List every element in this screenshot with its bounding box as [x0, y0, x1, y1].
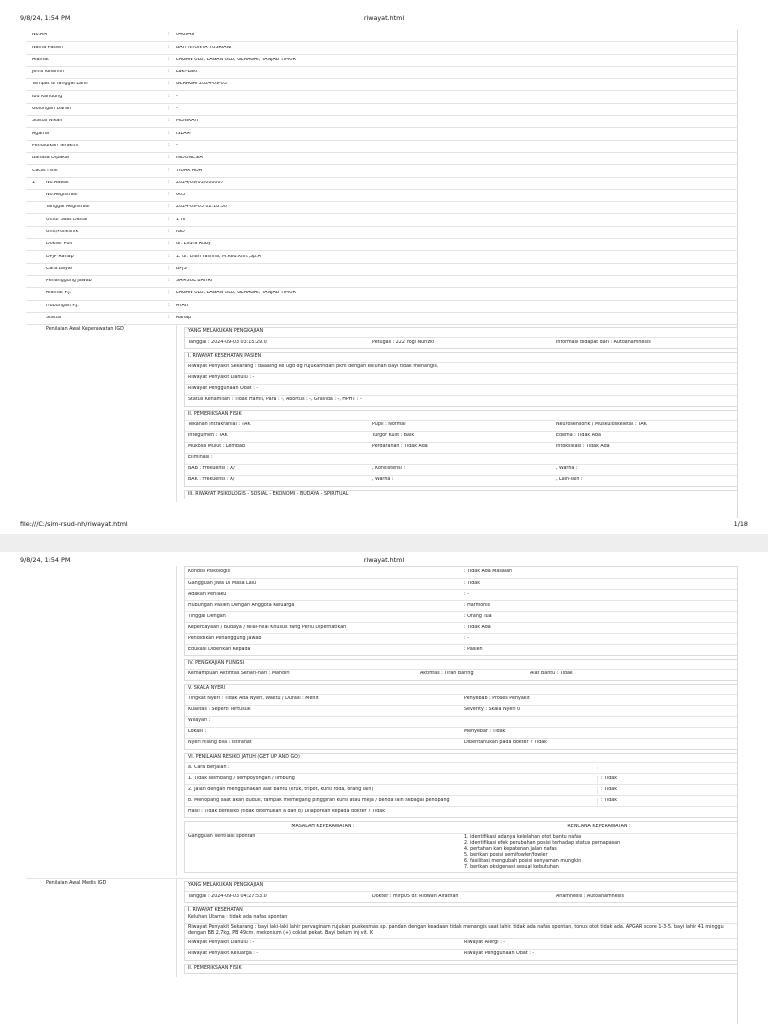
- riwayat-sekarang: Riwayat Penyakit Sekarang : bayi laki-laki lahir pervaginam rujukan puskesmas sp. pandan dengan keadaan tidak menangis saat lahir. tidak ada nafas spontan, tonus otot tidak ada. APGAR score 1-3-5. bayi lahir 41 minggu dengan BB 2,7kg, PB 49cm. mekonium (+) coklat pekat. Bayi belum inj vit. K: [188, 924, 724, 936]
- jatuh-value: [597, 767, 737, 769]
- visit-row-value: 1. dr. Dian Yashifa, M.Ked.Klin.,Sp.A: [176, 254, 261, 259]
- psikologis-value: : -: [464, 635, 469, 641]
- patient-row-label: Agama: [32, 131, 49, 136]
- separator: :: [168, 69, 170, 75]
- patient-row-label: Bahasa Dipakai: [32, 156, 70, 161]
- psikologis-label: Kondisi Psikologis: [188, 569, 230, 575]
- psikologis-row: [185, 567, 737, 578]
- nyeri-row: [185, 738, 737, 749]
- fisik-section: [184, 410, 738, 487]
- separator: :: [168, 167, 170, 173]
- medis-fisik-section: [184, 964, 738, 975]
- medis-riwayat-section: [184, 906, 738, 961]
- patient-row-label: Status Nikah: [32, 119, 63, 124]
- visit-row-value: SAMSUL BAHRI: [176, 279, 213, 284]
- fisik-row-cell: Mukosa Mulut : Lembab: [188, 444, 246, 450]
- fisik-row-cell: Turgor Kulit : Baik: [372, 433, 415, 439]
- psikologis-row: [185, 644, 737, 655]
- rencana-item: 4. pertahan kan kepatenan jalan nafas: [464, 847, 557, 853]
- medis-riwayat-row-cell: Riwayat Alergi : -: [464, 940, 505, 946]
- visit-row-label: Dokter Poli: [46, 242, 73, 247]
- fisik-row: [185, 420, 737, 431]
- patient-row: [26, 42, 738, 54]
- visit-row: [26, 276, 738, 288]
- nyeri-row-cell: Lokasi :: [188, 729, 207, 735]
- psikologis-value: : Harmonis: [464, 602, 491, 608]
- visit-row-value: dr. Elidra Ruby: [176, 242, 211, 247]
- fisik-row-cell: Intoksikasi : Tidak Ada: [556, 444, 610, 450]
- patient-row-value: GERAGAI 2024-09-03: [176, 82, 227, 87]
- page1-content: [26, 30, 738, 518]
- eliminasi-row-cell: , Warna :: [556, 466, 578, 472]
- visit-row: [26, 301, 738, 313]
- separator: :: [168, 253, 170, 259]
- psikologis-row: [185, 589, 737, 600]
- rencana-item: 2. identifikasi efek perubahan posisi terhadap status pernapasan: [464, 841, 621, 847]
- nyeri-row-cell: Nyeri hilang bila : Istirahat: [188, 740, 252, 746]
- fisik-row-cell: Pupil : Normal: [372, 422, 406, 428]
- patient-row-value: ISLAM: [176, 131, 191, 136]
- visit-row: [26, 227, 738, 239]
- section-title: III. RIWAYAT PSIKOLOGIS - SOSIAL - EKONOMI - BUDAYA - SPIRITUAL: [188, 491, 349, 497]
- igd-nursing-label: Penilaian Awal Keperawatan IGD: [46, 327, 124, 333]
- separator: :: [168, 130, 170, 136]
- separator: :: [168, 93, 170, 99]
- patient-row-value: BAYI NYONYA YUSRIANI: [176, 45, 232, 50]
- patient-row-value: LAGAN ULU, LAGAN ULU, GERAGAI, TANJAB TIMUR: [176, 57, 296, 62]
- psikologis-value: : Orang Tua: [464, 613, 492, 619]
- eliminasi-row-cell: BAB : Frekuensi : X/: [188, 466, 235, 472]
- patient-row-value: -: [176, 94, 178, 99]
- visit-row: [26, 251, 738, 263]
- visit-row-label: Tanggal Registrasi: [46, 205, 90, 210]
- eliminasi-row: [185, 464, 737, 475]
- medis-pengkaji-section: [184, 881, 738, 903]
- fisik-row-cell: Edema : Tidak Ada: [556, 433, 601, 439]
- separator: :: [168, 265, 170, 271]
- section-title: V. SKALA NYERI: [188, 685, 225, 691]
- psikologis-label: Kepercayaan / Budaya / Nilai-nilai Khusus Yang Perlu Diperhatikan: [188, 624, 347, 630]
- page1-header: [20, 14, 748, 26]
- rencana-header: RENCANA KEPERAWATAN :: [567, 824, 631, 830]
- patient-row: [26, 165, 738, 177]
- visit-row-label: DPJP Ranap: [46, 254, 74, 259]
- eliminasi-title-row: [185, 453, 737, 464]
- nyeri-row-cell: Wilayah :: [188, 718, 211, 724]
- fisik-row: [185, 442, 737, 453]
- psikologis-label: Edukasi Diberikan Kepada: [188, 646, 251, 652]
- psikologis-value: : -: [464, 591, 469, 597]
- visit-row-label: Penanggung Jawab: [46, 279, 92, 284]
- patient-row-label: Nama Pasien: [32, 45, 64, 50]
- medis-riwayat-row: [185, 949, 737, 960]
- visit-row-label: Cara Bayar: [46, 266, 73, 271]
- visit-row-value: 2024/09/03/000007: [176, 180, 224, 185]
- fisik-row-cell: Perdarahan : Tidak Ada: [372, 444, 428, 450]
- nyeri-row-cell: Menyebar : Tidak: [464, 729, 506, 735]
- masalah-header: MASALAH KEPERAWATAN :: [291, 824, 355, 830]
- section-title: IV. PENGKAJIAN FUNGSI: [188, 661, 244, 666]
- separator: :: [168, 81, 170, 87]
- section-title: I. RIWAYAT KESEHATAN: [188, 908, 243, 914]
- page1-footer: [20, 520, 748, 532]
- pengkaji-cell: Tanggal : 2024-09-03 03:15:29.0: [188, 339, 267, 345]
- fisik-row-cell: Neurosensorik / Muskuloskeletal : TAK: [556, 422, 647, 428]
- separator: :: [168, 315, 170, 321]
- medis-riwayat-row: [185, 938, 737, 949]
- medis-igd-assessment: [26, 878, 738, 977]
- patient-row: [26, 116, 738, 128]
- separator: :: [168, 290, 170, 296]
- psikologis-label: Pendidikan Penanggung Jawab: [188, 635, 262, 641]
- riwayat-row-cell: Riwayat Penggunaan Obat : -: [188, 386, 259, 392]
- jatuh-label: 1. Tidak seimbang / sempoyongan / limbung: [188, 775, 295, 781]
- nyeri-row-cell: Diberitahukan pada dokter ? Tidak: [464, 740, 547, 746]
- nyeri-row-cell: Kualitas : Seperti Tertusuk: [188, 707, 251, 713]
- riwayat-row: [185, 395, 737, 406]
- patient-row-value: INDONESIA: [176, 156, 203, 161]
- separator: :: [168, 155, 170, 161]
- separator: :: [168, 118, 170, 124]
- jatuh-value: : Tidak: [597, 776, 737, 783]
- visit-row-label: No.Rawat: [46, 180, 69, 185]
- page2-content: [26, 566, 738, 1024]
- visit-row: [26, 264, 738, 276]
- jatuh-label: b. Menopang saat akan duduk, tampak memegang pinggiran kursi atau meja / benda lain sebagai penopang: [188, 797, 450, 803]
- patient-row-value: MENIKAH: [176, 119, 199, 124]
- riwayat-row: [185, 362, 737, 373]
- eliminasi-row-cell: , Lain-lain :: [556, 477, 583, 483]
- patient-row: [26, 30, 738, 42]
- fungsi-cell: Aktifitas : Tirah Baring: [420, 671, 474, 677]
- fisik-row-cell: Integumen : TAK: [188, 433, 228, 439]
- jatuh-row: [185, 762, 737, 773]
- nyeri-section: [184, 684, 738, 750]
- nyeri-row: [185, 727, 737, 738]
- print-title: riwayat.html: [363, 556, 405, 564]
- separator: :: [168, 204, 170, 210]
- separator: :: [168, 56, 170, 62]
- visit-table: [26, 190, 738, 325]
- separator: :: [168, 229, 170, 234]
- section-title: I. RIWAYAT KESEHATAN PASIEN: [188, 353, 262, 359]
- visit-row-value: LAGAN ULU, LAGAN ULU, GERAGAI, TANJAB TIMUR: [176, 291, 296, 296]
- pengkaji-cell: Informasi didapat dari : Autoanamnesis: [556, 339, 651, 345]
- eliminasi-title: Eliminasi :: [188, 455, 213, 461]
- visit-row: [26, 313, 738, 325]
- jatuh-value: : Tidak: [597, 787, 737, 794]
- patient-row: [26, 104, 738, 116]
- psikologis-value: : Pasien: [464, 646, 483, 652]
- jatuh-row: [185, 795, 737, 806]
- medis-riwayat-row-cell: Riwayat Penggunaan Obat : -: [464, 951, 535, 957]
- eliminasi-row-cell: BAK : Frekuensi : X/: [188, 477, 235, 483]
- pengkaji-cell: Anamnesis : Autoanamnesis: [556, 893, 624, 899]
- visit-row-label: Umur Saat Daftar: [46, 217, 89, 222]
- patient-row: [26, 67, 738, 79]
- patient-row-value: TIDAK ADA: [176, 168, 203, 173]
- nyeri-row-cell: Tingkat Nyeri : Tidak Ada Nyeri, Waktu / Durasi : Menit: [188, 696, 319, 702]
- patient-row: [26, 55, 738, 67]
- visit-row-label: Alamat P.J.: [46, 291, 72, 296]
- riwayat-row-cell: Status Kehamilan : Tidak Hamil, Para : -, Abortus : -, Gravida : -, HPHT : -: [188, 397, 362, 403]
- visit-row-value: IGD: [176, 230, 185, 234]
- rencana-item: 1. identifikasi adanya kelelahan otot bantu nafas: [464, 835, 582, 841]
- jatuh-label: a. Cara Berjalan :: [188, 764, 230, 770]
- patient-row-value: -: [176, 143, 178, 148]
- fungsi-cell: Kemampuan Aktifitas Sehari-hari : Mandiri: [188, 671, 290, 677]
- visit-row-label: Status: [46, 316, 62, 321]
- pengkaji-cell: Dokter : mirp05 dr. Ridwan Alfathan: [372, 893, 459, 899]
- separator: :: [168, 32, 170, 38]
- psikologis-row: [185, 600, 737, 611]
- jatuh-result: Hasil : Tidak beresiko (tidak ditemukan a dan b) Dilaporkan kepada dokter ? Tidak: [188, 808, 385, 814]
- eliminasi-row-cell: , Warna :: [372, 477, 394, 483]
- visit-number: 1: [32, 180, 36, 185]
- psikologis-label: Tinggal Dengan: [188, 613, 226, 619]
- fungsi-row: [185, 669, 737, 680]
- nyeri-row: [185, 694, 737, 705]
- nyeri-row-cell: Severity : Skala Nyeri 0: [464, 707, 521, 713]
- eliminasi-row-cell: , Konsistensi :: [372, 466, 406, 472]
- patient-row-label: No.RM: [32, 33, 48, 38]
- masalah-rencana-section: [184, 821, 738, 873]
- section-title: YANG MELAKUKAN PENGKAJIAN: [188, 329, 264, 335]
- visit-row: [26, 239, 738, 251]
- jatuh-label: 2. Jalan dengan menggunakan alat bantu (kruk, tripot, kursi roda, orang lain): [188, 786, 374, 792]
- visit-row: [26, 190, 738, 202]
- visit-number-row: 1 No.Rawat : 2024/09/03/000007: [26, 178, 738, 190]
- riwayat-row: [185, 373, 737, 384]
- jatuh-value: : Tidak: [597, 798, 737, 805]
- separator: :: [168, 106, 170, 112]
- visit-row-label: Hubungan P.J.: [46, 303, 79, 308]
- pengkaji-cell: Petugas : 222 Yogi Nurizki: [372, 339, 435, 345]
- pengkaji-cell: Tanggal : 2024-09-03 04:27:53.0: [188, 893, 267, 899]
- rencana-list: [461, 834, 737, 872]
- fungsi-cell: Alat Bantu : Tidak: [530, 671, 573, 677]
- patient-row-label: Tempat & Tanggal Lahir: [32, 82, 89, 87]
- separator: :: [168, 216, 170, 222]
- section-title: II. PEMERIKSAAN FISIK: [188, 411, 242, 417]
- psikologis-section: [184, 566, 738, 656]
- fisik-row: [185, 431, 737, 442]
- visit-row: [26, 288, 738, 300]
- nyeri-row: [185, 705, 737, 716]
- medis-riwayat-row-cell: Riwayat Penyakit Keluarga : -: [188, 951, 259, 957]
- patient-identity-table: [26, 30, 738, 178]
- visit-row-value: 003: [176, 193, 186, 198]
- riwayat-row-cell: Riwayat Penyakit Dahulu : -: [188, 375, 255, 381]
- patient-row: [26, 141, 738, 153]
- psikologis-row: [185, 622, 737, 633]
- patient-row-value: -: [176, 107, 178, 112]
- separator: :: [168, 302, 170, 308]
- jatuh-result-row: [185, 806, 737, 817]
- visit-row-value: BPJS: [176, 266, 187, 271]
- igd-nursing-assessment: [26, 325, 738, 502]
- rencana-item: 6. fasilitasi mengubah posisi senyaman mungkin: [464, 859, 582, 865]
- separator: :: [168, 241, 170, 247]
- eliminasi-row: [185, 475, 737, 486]
- visit-row-value: Ranap: [176, 316, 192, 321]
- separator: :: [168, 142, 170, 148]
- jatuh-row: [185, 784, 737, 795]
- psikologis-title-section: [184, 490, 738, 500]
- print-datetime: 9/8/24, 1:54 PM: [20, 14, 71, 22]
- patient-row-value: Laki-Laki: [176, 70, 198, 75]
- patient-row-label: Ibu Kandung: [32, 94, 63, 99]
- riwayat-row-cell: Riwayat Penyakit Sekarang : daaaing ke ugd dg rujukanndari pkm dengan keluhan bayi tidak menangis.: [188, 364, 439, 370]
- visit-row: [26, 214, 738, 226]
- fungsi-section: [184, 659, 738, 681]
- section-title: II. PEMERIKSAAN FISIK: [188, 965, 242, 971]
- psikologis-value: : Tidak Ada: [464, 624, 491, 630]
- separator: :: [168, 44, 170, 50]
- psikologis-label: Adakah Perilaku: [188, 591, 227, 597]
- nyeri-row: [185, 716, 737, 727]
- file-path: file:///C:/sim-rsud-nh/riwayat.html: [20, 520, 128, 528]
- psikologis-row: [185, 633, 737, 644]
- psikologis-label: Hubungan Pasien Dengan Anggota Keluarga: [188, 602, 295, 608]
- rencana-item: 7. berikan oksigenasi sesuai kebutuhan: [464, 865, 559, 871]
- page-break: [0, 534, 768, 552]
- nyeri-row-cell: Penyebab : Proses Penyakit: [464, 696, 530, 702]
- print-datetime: 9/8/24, 1:54 PM: [20, 556, 71, 564]
- section-title: YANG MELAKUKAN PENGKAJIAN: [188, 883, 264, 889]
- patient-row-label: Pendidikan Terakhir: [32, 143, 79, 148]
- masalah-value: Gangguan Ventilasi spontan: [188, 834, 256, 840]
- nyeri-row-cell: [461, 721, 737, 723]
- psikologis-value: : Tidak: [464, 580, 481, 586]
- riwayat-section: [184, 352, 738, 407]
- patient-row-label: Alamat: [32, 57, 50, 62]
- jatuh-section: [184, 753, 738, 819]
- visit-row-value: 1 Hr: [176, 217, 187, 222]
- fisik-row-cell: Tekanan Intrakranial : TAK: [188, 422, 251, 428]
- patient-row: [26, 153, 738, 165]
- pengkaji-row: [185, 891, 737, 902]
- visit-row-label: No.Registrasi: [46, 193, 78, 198]
- riwayat-row: [185, 384, 737, 395]
- patient-row-label: Cacat Fisik: [32, 168, 58, 173]
- psikologis-label: Gangguan Jiwa Di Masa Lalu: [188, 580, 257, 586]
- print-title: riwayat.html: [363, 14, 405, 22]
- visit-row-value: AYAH: [176, 303, 189, 308]
- jatuh-row: [185, 773, 737, 784]
- patient-row: [26, 79, 738, 91]
- rencana-item: 5. berikan posisi semifowler/fowler: [464, 853, 548, 859]
- patient-row-label: Golongan Darah: [32, 107, 72, 112]
- visit-row: [26, 202, 738, 214]
- patient-row-value: 048949: [176, 33, 195, 38]
- section-title: VI. PENILAIAN RESIKO JATUH (GET UP AND GO): [188, 754, 300, 760]
- medis-label: Penilaian Awal Medis IGD: [46, 881, 107, 887]
- psikologis-row: [185, 611, 737, 622]
- keluhan-utama: Keluhan Utama : tidak ada nafas spontan: [188, 914, 288, 920]
- visit-row-label: Unit/Poliklinik: [46, 230, 79, 234]
- patient-row-label: Jenis Kelamin: [32, 70, 64, 75]
- psikologis-row: [185, 578, 737, 589]
- page-number: 1/18: [733, 520, 748, 528]
- separator: :: [168, 278, 170, 284]
- psikologis-value: : Tidak Ada Masalah: [464, 569, 513, 575]
- pengkaji-section: [184, 327, 738, 349]
- patient-row: [26, 91, 738, 103]
- visit-row-value: 2024-09-03 02:18:50: [176, 205, 227, 210]
- medis-riwayat-row-cell: Riwayat Penyakit Dahulu : -: [188, 940, 255, 946]
- separator: :: [168, 192, 170, 198]
- pengkaji-row: [185, 337, 737, 348]
- patient-row: [26, 128, 738, 140]
